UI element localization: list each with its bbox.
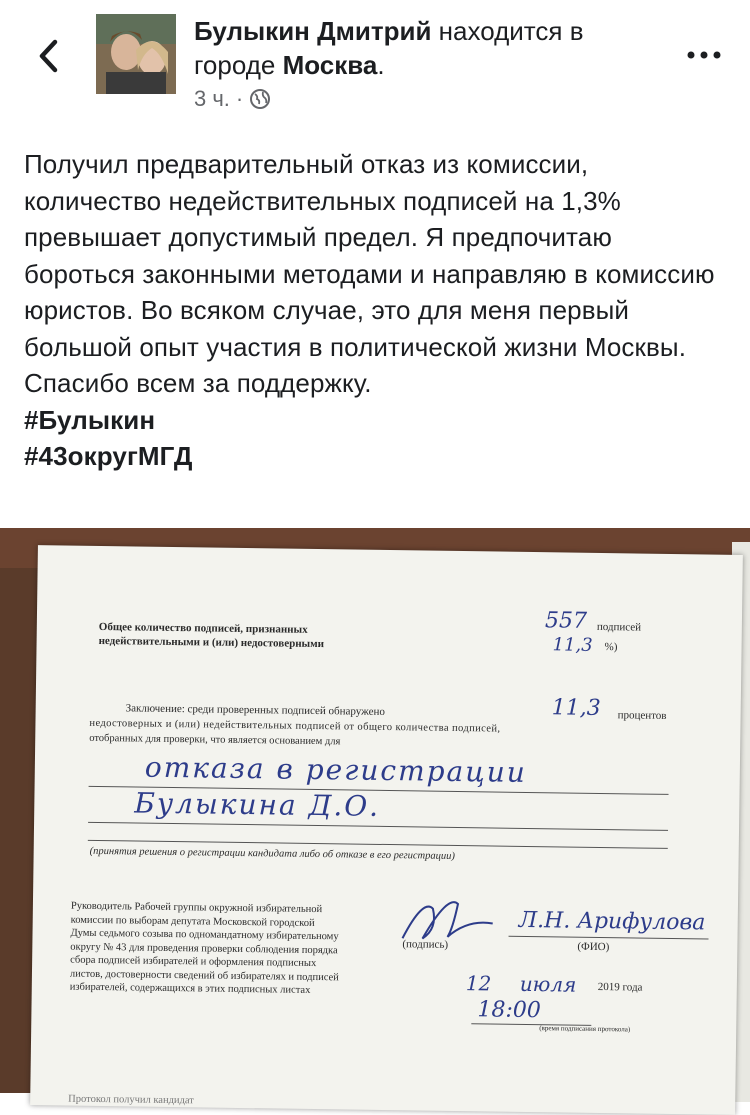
post-header (0, 0, 750, 125)
doc-time-handwritten: 18:00 (477, 997, 542, 1024)
back-button[interactable] (30, 36, 66, 76)
more-options-button[interactable] (684, 40, 724, 70)
post-photo[interactable] (0, 528, 750, 1107)
avatar[interactable] (96, 14, 176, 94)
doc-conclusion-2: недостоверных и (или) недействительных подписей от общего количества подписей, (89, 717, 501, 735)
doc-conclusion-3: отобранных для проверки, что является основанием для (89, 732, 341, 748)
meta-separator: · (235, 86, 244, 111)
doc-total-percent: 11,3 (552, 634, 593, 656)
doc-date-day: 12 (465, 971, 492, 996)
avatar-photo (96, 14, 176, 94)
globe-icon (249, 88, 271, 110)
doc-signature-label: (подпись) (402, 938, 449, 951)
post-body (24, 146, 724, 475)
doc-total-unit: подписей (596, 620, 642, 634)
protocol-document (30, 545, 743, 1115)
doc-fio-label: (ФИО) (577, 940, 610, 954)
post-paragraph: Получил предварительный отказ из комиссии, количество недействительных подписей на 1,3% превышает допустимый предел. Я предпочитаю бороться законными методами и направляю в комиссию юристов. Во всяком случае, это для меня первый большой опыт участия в политической жизни Москвы. (24, 149, 715, 362)
doc-conclusion-percent: 11,3 (551, 695, 601, 721)
doc-bottom-partial: Протокол получил кандидат (68, 1093, 194, 1107)
location-link[interactable]: Москва (282, 50, 378, 80)
post-meta (194, 86, 271, 112)
doc-date-year: 2019 года (597, 980, 643, 994)
doc-handwritten-candidate: Булыкина Д.О. (134, 786, 381, 823)
hashtag-link[interactable]: #Булыкин (24, 404, 156, 435)
more-horizontal-icon (687, 51, 721, 59)
hashtag-link[interactable]: #43округМГД (24, 441, 193, 471)
doc-total-label: Общее количество подписей, признанных недействительными и (или) недостоверными (98, 620, 325, 651)
doc-fio-handwritten: Л.Н. Арифулова (518, 907, 706, 936)
doc-conclusion-1: Заключение: среди проверенных подписей обнаружено (125, 702, 385, 718)
doc-conclusion-unit: процентов (617, 709, 667, 722)
doc-percent-suffix: %) (604, 641, 618, 654)
post-paragraph: Спасибо всем за поддержку. (24, 368, 372, 398)
post-time[interactable]: 3 ч. (194, 86, 230, 111)
doc-date-month: июля (519, 971, 577, 997)
status-text: находится в городе (194, 16, 584, 80)
doc-total-count: 557 (544, 608, 588, 634)
chevron-left-icon (37, 39, 59, 73)
doc-head-text: Руководитель Рабочей группы окружной избирательной комиссии по выборам депутата Московской городской Думы седьмого созыва по одномандатному избирательному округу № 43 для проведения проверки соблюдения порядка сбора подписей избирателей и оформления подписных листов, достоверности сведений об избирателях и подписей избирателей, содержащихся в этих подписных листах (69, 900, 339, 996)
post-author-line: Булыкин Дмитрий находится в городе Москва. (194, 16, 584, 80)
doc-time-label: (время подписания протокола) (539, 1024, 631, 1034)
author-name[interactable]: Булыкин Дмитрий (194, 16, 432, 46)
doc-handwritten-decision: отказа в регистрации (144, 750, 528, 789)
doc-caption: (принятия решения о регистрации кандидата либо об отказе в его регистрации) (89, 845, 455, 862)
